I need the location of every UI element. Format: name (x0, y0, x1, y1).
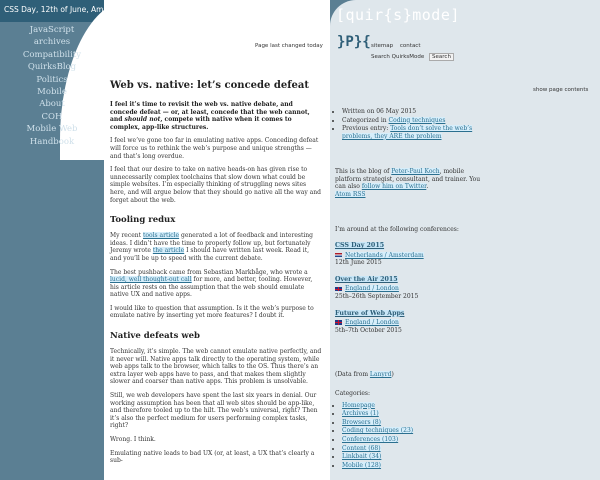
heading-native: Native defeats web (110, 331, 201, 342)
paragraph-1: I feel we’ve gone too far in emulating native apps. Conceding defeat will force us to rethink the web’s purpose and unique strengths — and that’s long overdue. (110, 137, 319, 160)
paragraph-9: Emulating native leads to bad UX (or, at least, a UX that’s clearly a sub- (110, 449, 315, 465)
written-value: 06 May 2015 (376, 108, 417, 115)
nav-item-archives[interactable]: archives (33, 37, 71, 48)
credit-prefix: (Data from (335, 371, 370, 378)
nav-item-compatibility[interactable]: Compatibility (22, 49, 82, 60)
category-entry[interactable]: Linkbait (34) (342, 453, 382, 461)
lead-paragraph (110, 101, 322, 131)
nav-item-javascript[interactable]: JavaScript (29, 25, 75, 35)
about-text-3: . (426, 183, 429, 191)
conference-location (335, 319, 485, 327)
category-entry[interactable]: Archives (1) (342, 410, 379, 418)
nav-item-mobile-web[interactable]: Mobile Web (26, 124, 78, 135)
article (110, 80, 322, 471)
conference-city[interactable]: Netherlands / Amsterdam (345, 251, 424, 259)
left-nav (0, 24, 104, 148)
lead-part-1: I feel it’s time to revisit the web vs. native debate, and concede defeat — or, at least, concede that the web cannot, and (110, 101, 310, 124)
p4-part-a: The best pushback came from Sebastian Markbåge, who wrote a (110, 268, 308, 276)
category-item (342, 427, 485, 435)
credit-suffix: ) (391, 371, 394, 378)
heading-tooling: Tooling redux (110, 215, 176, 226)
previous-entry (342, 125, 485, 140)
categories-list (335, 402, 485, 470)
last-changed: Page last changed today (255, 43, 323, 49)
category-item (342, 410, 485, 418)
conference-name[interactable]: CSS Day 2015 (335, 242, 385, 249)
category-link[interactable]: Coding techniques (388, 116, 446, 124)
site-logo[interactable]: [quir{s}mode] (336, 6, 460, 24)
nav-item-politics[interactable]: Politics (36, 74, 68, 85)
category-item (342, 436, 485, 444)
paragraph-8: Wrong. I think. (110, 436, 156, 443)
written-prefix: Written on (342, 108, 377, 115)
previous-prefix: Previous entry: (342, 125, 391, 133)
lanyrd-link[interactable]: Lanyrd (369, 371, 392, 378)
paragraph-5: I would like to question that assumption. Is it the web’s purpose to emulate native by inserting yet more features? I doubt it. (110, 304, 314, 320)
categories-title: Categories: (335, 390, 371, 397)
pp-logo[interactable]: }P}{ (337, 34, 371, 50)
category-entry[interactable]: Conferences (103) (342, 435, 399, 443)
lead-part-2: , compete with native when it comes to complex, app-like structures. (110, 116, 292, 131)
twitter-link[interactable]: follow him on Twitter (361, 183, 427, 191)
paragraph-7: Still, we web developers have spent the last six years in denial. Our working assumption has been that all web sites should be app-like, and therefore tooled up to the hilt. The web’s universal, right? Then it’s also the perfect medium for users performing complex tasks, right? (110, 392, 318, 430)
category-entry[interactable]: Browsers (8) (342, 418, 382, 426)
paragraph-2: I feel that our desire to take on native heads-on has given rise to unnecessarily complex toolchains that slow down what could be simple websites. I’m especially thinking of struggling news sites here, and will argue below that they should go native all the way and forget about the web. (110, 166, 321, 204)
category-item (342, 117, 485, 125)
category-item (342, 419, 485, 427)
category-item (342, 462, 485, 470)
search-input[interactable]: Search QuirksMode (371, 54, 425, 60)
conference-city[interactable]: England / London (345, 319, 399, 327)
paragraph-4 (110, 269, 322, 299)
about-text-1: This is the blog of (335, 168, 392, 175)
category-entry[interactable]: Homepage (342, 401, 375, 409)
conference-date: 12th June 2015 (335, 259, 382, 267)
paragraph-3 (110, 232, 322, 262)
p3-part-c: I should have written last week. Read it, and you’ll be up to speed with the current debate. (110, 247, 310, 262)
category-prefix: Categorized in (342, 116, 389, 124)
flag-icon (335, 253, 342, 258)
conference-name[interactable]: Future of Web Apps (335, 309, 405, 317)
contact-link[interactable]: contact (399, 43, 421, 49)
p4-part-b: for more, and better, tooling. However, his article rests on the assumption that the web should emulate native UX and native apps. (110, 276, 313, 299)
category-item (342, 445, 485, 453)
lucid-call-link[interactable]: lucid, well thought-out call (110, 276, 192, 284)
categories-box (335, 390, 485, 470)
conference-date: 5th–7th October 2015 (335, 326, 402, 334)
written-date (342, 108, 485, 116)
conference-item (335, 310, 485, 335)
p3-part-b: generated a lot of feedback and interesting ideas. I didn’t have the time to properly follow up, but fortunately Jeremy wrote (110, 232, 314, 255)
article-title: Web vs. native: let’s concede defeat (110, 80, 309, 91)
nav-item-quirksblog[interactable]: QuirksBlog (27, 62, 77, 73)
p3-part-a: My recent (110, 232, 143, 240)
conference-item (335, 276, 485, 301)
conference-list (335, 242, 485, 343)
show-contents-link[interactable]: show page contents (533, 87, 589, 93)
category-entry[interactable]: Coding techniques (23) (342, 427, 414, 435)
category-entry[interactable]: Mobile (128) (342, 461, 382, 469)
search-button[interactable]: Search (429, 53, 454, 61)
nav-item-mobile[interactable]: Mobile (37, 87, 67, 98)
nav-item-handbook[interactable]: Handbook (29, 136, 75, 147)
sitemap-link[interactable]: sitemap (371, 43, 394, 49)
author-link[interactable]: Peter-Paul Koch (391, 168, 440, 175)
conferences-intro: I’m around at the following conferences: (335, 226, 459, 233)
lead-emphasis: should not (124, 116, 161, 124)
search-row (371, 53, 454, 61)
conference-name[interactable]: Over the Air 2015 (335, 275, 398, 283)
conference-item (335, 242, 485, 267)
category-entry[interactable]: Content (68) (342, 444, 381, 452)
announcement[interactable]: CSS Day, 12th of June, Amsterdam (4, 5, 135, 14)
rss-link[interactable]: Atom RSS (335, 190, 366, 198)
previous-entry-link[interactable]: Tools don’t solve the web’s problems, they ARE the problem (342, 125, 473, 140)
flag-icon (335, 287, 342, 292)
paragraph-6: Technically, it’s simple. The web cannot emulate native perfectly, and it never will. Native apps talk directly to the operating system, while web apps talk to the browser, which talks to the OS. Thus there’s an extra layer web apps have to pass, and that makes them slightly slower and coarser than native apps. This problem is unsolvable. (110, 348, 322, 386)
conference-location (335, 252, 485, 260)
nav-item-about[interactable]: About (39, 99, 65, 110)
tools-article-link[interactable]: tools article (142, 232, 180, 240)
conference-city[interactable]: England / London (345, 285, 399, 293)
entry-meta (335, 108, 485, 141)
lanyrd-credit (335, 371, 485, 379)
nav-item-coh[interactable]: COH (41, 111, 63, 122)
conference-location (335, 285, 485, 293)
top-links (371, 43, 426, 49)
jeremy-article-link[interactable]: the article (152, 247, 185, 255)
category-item (342, 402, 485, 410)
about-text-2: , mobile platform strategist, consultant, and trainer. You can also (335, 168, 481, 191)
about-box (335, 168, 483, 198)
flag-icon (335, 320, 342, 325)
category-item (342, 453, 485, 461)
conference-date: 25th–26th September 2015 (335, 292, 419, 300)
